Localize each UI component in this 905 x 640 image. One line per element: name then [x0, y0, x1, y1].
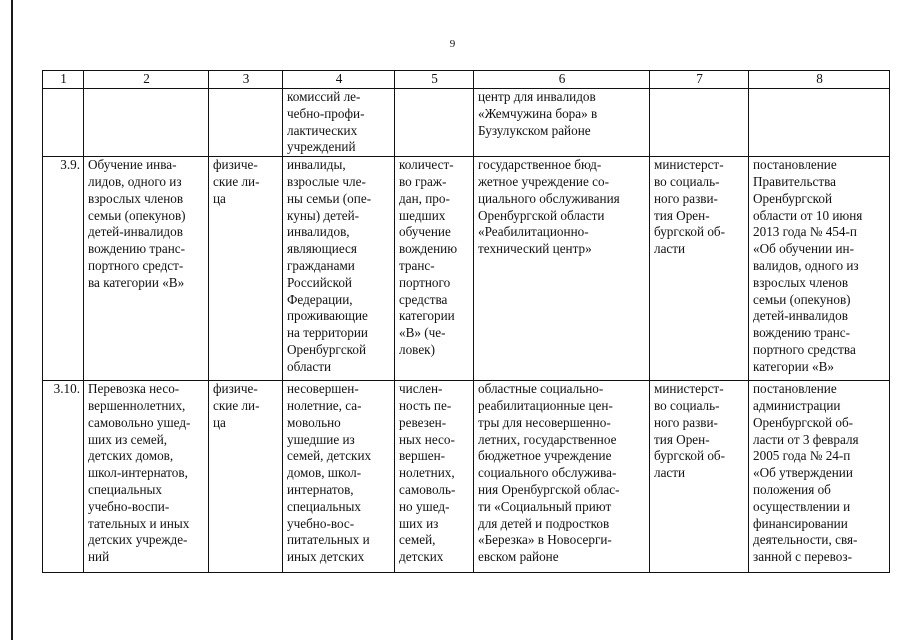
cell-line: «Об обучении ин- — [753, 241, 854, 257]
cell-line: ны семьи (опе- — [287, 190, 372, 206]
table-cell — [749, 157, 890, 381]
cell-line: являющиеся — [287, 241, 357, 257]
cell-line: ца — [213, 190, 226, 206]
cell-line: нолетние, са- — [287, 397, 362, 413]
cell-line: лактических — [287, 122, 358, 138]
table-cell — [43, 89, 84, 157]
column-header: 3 — [209, 71, 283, 89]
cell-line: специальных — [287, 498, 361, 514]
cell-line: Оренбургской области — [478, 207, 605, 223]
cell-line: лидов, одного из — [88, 173, 182, 189]
table-cell — [43, 157, 84, 381]
cell-line: средства — [399, 291, 448, 307]
table-cell — [650, 381, 749, 573]
cell-line: ласти от 3 февраля — [753, 431, 859, 447]
cell-line: бургской об- — [654, 448, 726, 464]
cell-line: для детей и подростков — [478, 515, 610, 531]
cell-line: учреждений — [287, 139, 356, 155]
cell-line: ловек) — [399, 341, 435, 357]
cell-line: области — [287, 358, 332, 374]
cell-line: нолетних, — [399, 465, 455, 481]
table-cell — [395, 381, 474, 573]
cell-line: министерст- — [654, 157, 724, 173]
cell-line: социального обслужива- — [478, 465, 617, 481]
cell-line: дан, про- — [399, 190, 450, 206]
column-number-row — [43, 71, 890, 89]
cell-line: тры для несовершенно- — [478, 414, 611, 430]
cell-line: ревезен- — [399, 414, 447, 430]
page-number: 9 — [449, 38, 456, 50]
cell-line: Федерации, — [287, 291, 353, 307]
cell-line: питательных и — [287, 532, 370, 548]
cell-line: Российской — [287, 274, 352, 290]
cell-line: детей-инвалидов — [88, 224, 183, 240]
cell-line: Бузулукском районе — [478, 122, 591, 138]
cell-line: ца — [213, 414, 226, 430]
cell-line: валидов, одного из — [753, 257, 859, 273]
cell-line: области от 10 июня — [753, 207, 863, 223]
cell-line: «Об утверждении — [753, 465, 853, 481]
cell-line: ного разви- — [654, 414, 718, 430]
column-header: 5 — [395, 71, 474, 89]
cell-line: семьи (опекунов) — [88, 207, 186, 223]
cell-line: Оренбургской — [287, 341, 367, 357]
column-header: 7 — [650, 71, 749, 89]
cell-line: осуществлении и — [753, 498, 851, 514]
cell-line: летних, государственное — [478, 431, 617, 447]
table-cell — [209, 157, 283, 381]
cell-line: взрослых членов — [753, 274, 849, 290]
cell-line: шедших — [399, 207, 446, 223]
table-cell — [749, 89, 890, 157]
table-cell — [474, 381, 650, 573]
cell-line: семей, — [399, 532, 436, 548]
cell-line: 3.9. — [60, 157, 80, 173]
table-cell — [209, 381, 283, 573]
table-cell — [283, 381, 395, 573]
cell-line: иных детских — [287, 549, 365, 565]
table-cell — [43, 381, 84, 573]
cell-line: ласти — [654, 241, 686, 257]
cell-line: физиче- — [213, 157, 258, 173]
cell-line: инвалидов, — [287, 224, 350, 240]
column-header: 4 — [283, 71, 395, 89]
cell-line: финансировании — [753, 515, 848, 531]
cell-line: администрации — [753, 397, 841, 413]
services-table — [42, 70, 890, 573]
cell-line: министерст- — [654, 381, 724, 397]
cell-line: ний — [88, 549, 110, 565]
cell-line: учебно-вос- — [287, 515, 355, 531]
cell-line: постановление — [753, 381, 837, 397]
cell-line: транс- — [399, 257, 435, 273]
cell-line: детских — [399, 549, 444, 565]
cell-line: Оренбургской об- — [753, 414, 854, 430]
table-cell — [749, 381, 890, 573]
cell-line: специальных — [88, 481, 162, 497]
cell-line: физиче- — [213, 381, 258, 397]
cell-line: школ-интернатов, — [88, 465, 188, 481]
cell-line: обучение — [399, 224, 451, 240]
cell-line: реабилитационные цен- — [478, 397, 613, 413]
cell-line: ушедшие из — [287, 431, 355, 447]
cell-line: детских домов, — [88, 448, 174, 464]
cell-line: ния Оренбургской облас- — [478, 481, 620, 497]
column-header: 6 — [474, 71, 650, 89]
cell-line: комиссий ле- — [287, 89, 361, 104]
cell-line: технический центр» — [478, 241, 592, 257]
cell-line: портного средст- — [88, 257, 184, 273]
cell-line: категории «В» — [753, 358, 834, 374]
cell-line: вождению — [399, 241, 458, 257]
cell-line: циального обслуживания — [478, 190, 620, 206]
cell-line: количест- — [399, 157, 454, 173]
page-binding-edge — [11, 0, 13, 640]
cell-line: ти «Социальный приют — [478, 498, 612, 514]
cell-line: Перевозка несо- — [88, 381, 180, 397]
table-row — [43, 157, 890, 381]
cell-line: чебно-профи- — [287, 105, 365, 121]
table-row — [43, 89, 890, 157]
table-cell — [650, 89, 749, 157]
cell-line: областные социально- — [478, 381, 604, 397]
cell-line: Оренбургской — [753, 190, 833, 206]
cell-line: гражданами — [287, 257, 355, 273]
cell-line: во граж- — [399, 173, 447, 189]
cell-line: «Березка» в Новосерги- — [478, 532, 612, 548]
cell-line: взрослых членов — [88, 190, 184, 206]
table-cell — [84, 157, 209, 381]
cell-line: детей-инвалидов — [753, 308, 848, 324]
cell-line: тия Орен- — [654, 207, 710, 223]
cell-line: семей, детских — [287, 448, 372, 464]
cell-line: «Реабилитационно- — [478, 224, 589, 240]
cell-line: ного разви- — [654, 190, 718, 206]
cell-line: ных несо- — [399, 431, 455, 447]
cell-line: вершеннолетних, — [88, 397, 186, 413]
cell-line: семьи (опекунов) — [753, 291, 851, 307]
table-row — [43, 381, 890, 573]
cell-line: 2005 года № 24-п — [753, 448, 851, 464]
cell-line: постановление — [753, 157, 837, 173]
cell-line: вождению транс- — [753, 325, 851, 341]
cell-line: «В» (че- — [399, 325, 446, 341]
cell-line: во социаль- — [654, 397, 720, 413]
cell-line: самовольно ушед- — [88, 414, 191, 430]
cell-line: государственное бюд- — [478, 157, 602, 173]
cell-line: учебно-воспи- — [88, 498, 170, 514]
table-cell — [283, 89, 395, 157]
table-cell — [395, 157, 474, 381]
cell-line: портного средства — [753, 341, 856, 357]
cell-line: жетное учреждение со- — [478, 173, 609, 189]
column-header: 1 — [43, 71, 84, 89]
cell-line: 2013 года № 454-п — [753, 224, 857, 240]
cell-line: ские ли- — [213, 173, 260, 189]
cell-line: несовершен- — [287, 381, 359, 397]
cell-line: инвалиды, — [287, 157, 346, 173]
cell-line: тательных и иных — [88, 515, 190, 531]
cell-line: самоволь- — [399, 481, 456, 497]
cell-line: ва категории «В» — [88, 274, 185, 290]
table-cell — [474, 89, 650, 157]
cell-line: «Жемчужина бора» в — [478, 105, 598, 121]
cell-line: категории — [399, 308, 455, 324]
table-cell — [283, 157, 395, 381]
cell-line: но ушед- — [399, 498, 450, 514]
table-cell — [650, 157, 749, 381]
cell-line: бургской об- — [654, 224, 726, 240]
table-cell — [209, 89, 283, 157]
cell-line: бюджетное учреждение — [478, 448, 612, 464]
cell-line: занной с перевоз- — [753, 549, 852, 565]
cell-line: домов, школ- — [287, 465, 362, 481]
cell-line: на территории — [287, 325, 368, 341]
column-header: 8 — [749, 71, 890, 89]
cell-line: числен- — [399, 381, 443, 397]
cell-line: ших из семей, — [88, 431, 168, 447]
cell-line: 3.10. — [53, 381, 80, 397]
cell-line: центр для инвалидов — [478, 89, 596, 104]
cell-line: положения об — [753, 481, 831, 497]
column-header: 2 — [84, 71, 209, 89]
cell-line: вершен- — [399, 448, 446, 464]
cell-line: ские ли- — [213, 397, 260, 413]
cell-line: вождению транс- — [88, 241, 186, 257]
cell-line: Правительства — [753, 173, 836, 189]
cell-line: портного — [399, 274, 451, 290]
cell-line: куны) детей- — [287, 207, 360, 223]
cell-line: проживающие — [287, 308, 368, 324]
cell-line: во социаль- — [654, 173, 720, 189]
cell-line: интернатов, — [287, 481, 354, 497]
cell-line: ласти — [654, 465, 686, 481]
cell-line: ность пе- — [399, 397, 452, 413]
cell-line: ших из — [399, 515, 439, 531]
table-cell — [474, 157, 650, 381]
cell-line: взрослые чле- — [287, 173, 366, 189]
table-cell — [84, 381, 209, 573]
cell-line: Обучение инва- — [88, 157, 177, 173]
cell-line: тия Орен- — [654, 431, 710, 447]
cell-line: мовольно — [287, 414, 341, 430]
table-cell — [84, 89, 209, 157]
cell-line: евском районе — [478, 549, 559, 565]
cell-line: деятельности, свя- — [753, 532, 858, 548]
cell-line: детских учрежде- — [88, 532, 188, 548]
table-cell — [395, 89, 474, 157]
